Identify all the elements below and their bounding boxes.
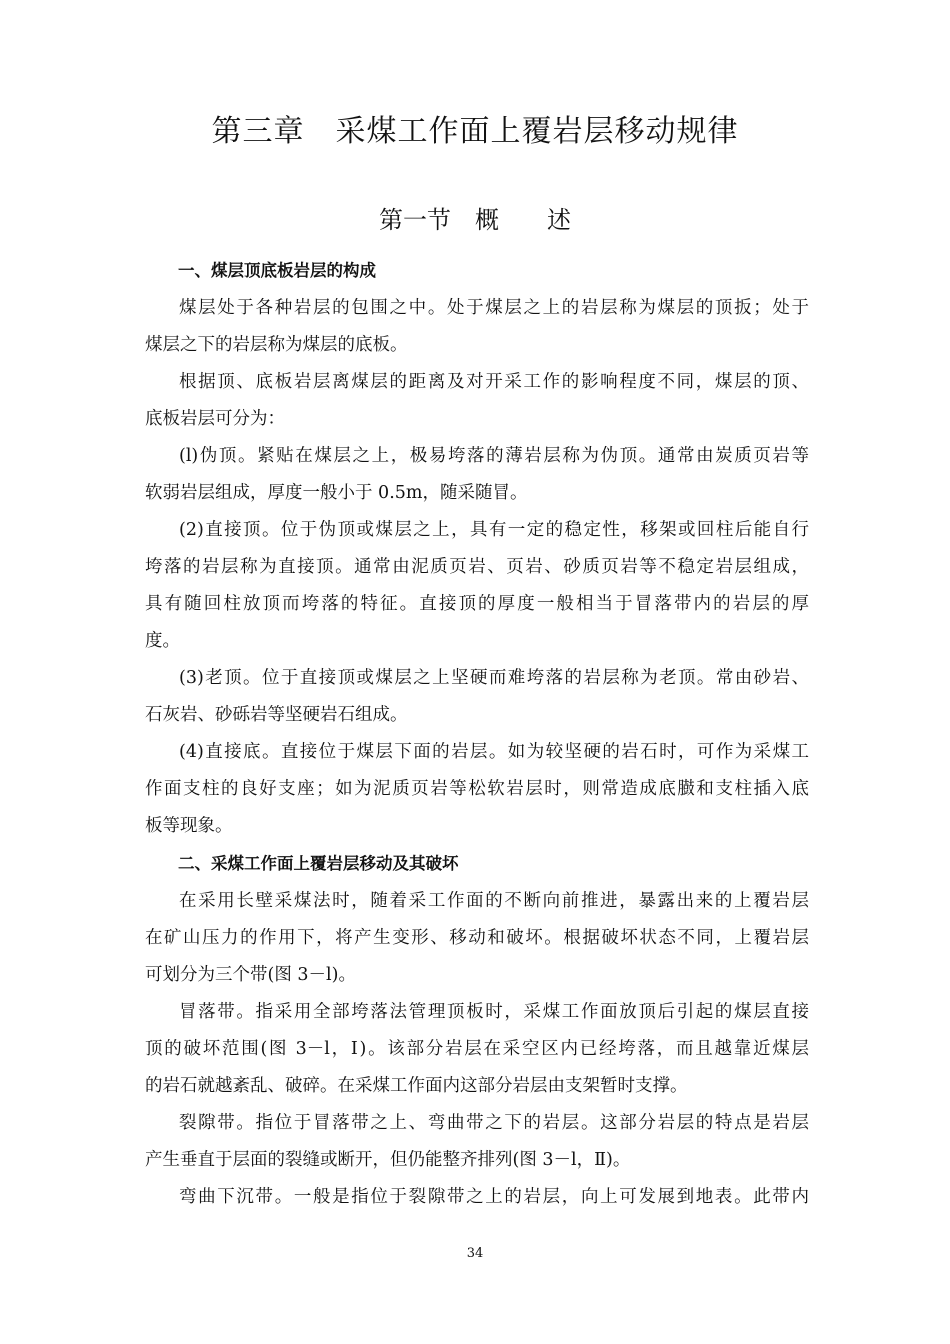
paragraph bbox=[145, 438, 809, 512]
text-line: 作面支柱的良好支座；如为泥质页岩等松软岩层时，则常造成底臌和支柱插入底 bbox=[145, 779, 809, 799]
page-number: 34 bbox=[466, 1246, 484, 1261]
paragraph bbox=[145, 994, 809, 1105]
text-line: 裂隙带。指位于冒落带之上、弯曲带之下的岩层。这部分岩层的特点是岩层 bbox=[179, 1113, 809, 1133]
text-line: 底板岩层可分为： bbox=[145, 409, 285, 429]
text-line: 软弱岩层组成，厚度一般小于 0.5m，随采随冒。 bbox=[145, 483, 528, 503]
text-line: 垮落的岩层称为直接顶。通常由泥质页岩、页岩、砂质页岩等不稳定岩层组成， bbox=[145, 557, 809, 577]
heading-roof-floor-strata: 一、煤层顶底板岩层的构成 bbox=[178, 261, 376, 280]
text-line: (2)直接顶。位于伪顶或煤层之上，具有一定的稳定性，移架或回柱后能自行 bbox=[179, 520, 809, 540]
heading-overburden-movement: 二、采煤工作面上覆岩层移动及其破坏 bbox=[178, 854, 459, 873]
text-line: 可划分为三个带(图 3－l)。 bbox=[145, 965, 356, 985]
paragraph bbox=[145, 1105, 809, 1179]
text-line: 根据顶、底板岩层离煤层的距离及对开采工作的影响程度不同，煤层的顶、 bbox=[179, 372, 809, 392]
text-line: 石灰岩、砂砾岩等坚硬岩石组成。 bbox=[145, 705, 408, 725]
text-line: 弯曲下沉带。一般是指位于裂隙带之上的岩层，向上可发展到地表。此带内 bbox=[179, 1187, 809, 1207]
paragraph bbox=[145, 290, 809, 364]
text-line: 板等现象。 bbox=[145, 816, 233, 836]
section-title: 第一节 概 述 bbox=[379, 206, 571, 234]
paragraph bbox=[145, 1179, 809, 1216]
paragraph bbox=[145, 734, 809, 845]
text-line: 顶的破坏范围(图 3－l，Ⅰ)。该部分岩层在采空区内已经垮落，而且越靠近煤层 bbox=[145, 1039, 809, 1059]
text-line: 煤层之下的岩层称为煤层的底板。 bbox=[145, 335, 408, 355]
paragraph bbox=[145, 883, 809, 994]
text-line: 具有随回柱放顶而垮落的特征。直接顶的厚度一般相当于冒落带内的岩层的厚 bbox=[145, 594, 809, 614]
text-line: 冒落带。指采用全部垮落法管理顶板时，采煤工作面放顶后引起的煤层直接 bbox=[179, 1002, 809, 1022]
text-line: (3)老顶。位于直接顶或煤层之上坚硬而难垮落的岩层称为老顶。常由砂岩、 bbox=[179, 668, 809, 688]
text-line: (4)直接底。直接位于煤层下面的岩层。如为较坚硬的岩石时，可作为采煤工 bbox=[179, 742, 809, 762]
text-line: 煤层处于各种岩层的包围之中。处于煤层之上的岩层称为煤层的顶扳；处于 bbox=[179, 298, 809, 318]
text-line: 在采用长壁采煤法时，随着采工作面的不断向前推进，暴露出来的上覆岩层 bbox=[179, 891, 809, 911]
text-line: (l)伪顶。紧贴在煤层之上，极易垮落的薄岩层称为伪顶。通常由炭质页岩等 bbox=[179, 446, 809, 466]
text-line: 产生垂直于层面的裂缝或断开，但仍能整齐排列(图 3－l，Ⅱ)。 bbox=[145, 1150, 631, 1170]
paragraph bbox=[145, 364, 809, 438]
text-line: 的岩石就越紊乱、破碎。在采煤工作面内这部分岩层由支架暂时支撑。 bbox=[145, 1076, 688, 1096]
body-text bbox=[145, 252, 809, 1216]
text-line: 度。 bbox=[145, 631, 180, 651]
paragraph bbox=[145, 512, 809, 660]
text-line: 在矿山压力的作用下，将产生变形、移动和破坏。根据破坏状态不同，上覆岩层 bbox=[145, 928, 809, 948]
chapter-title: 第三章 采煤工作面上覆岩层移动规律 bbox=[211, 114, 739, 149]
paragraph bbox=[145, 660, 809, 734]
